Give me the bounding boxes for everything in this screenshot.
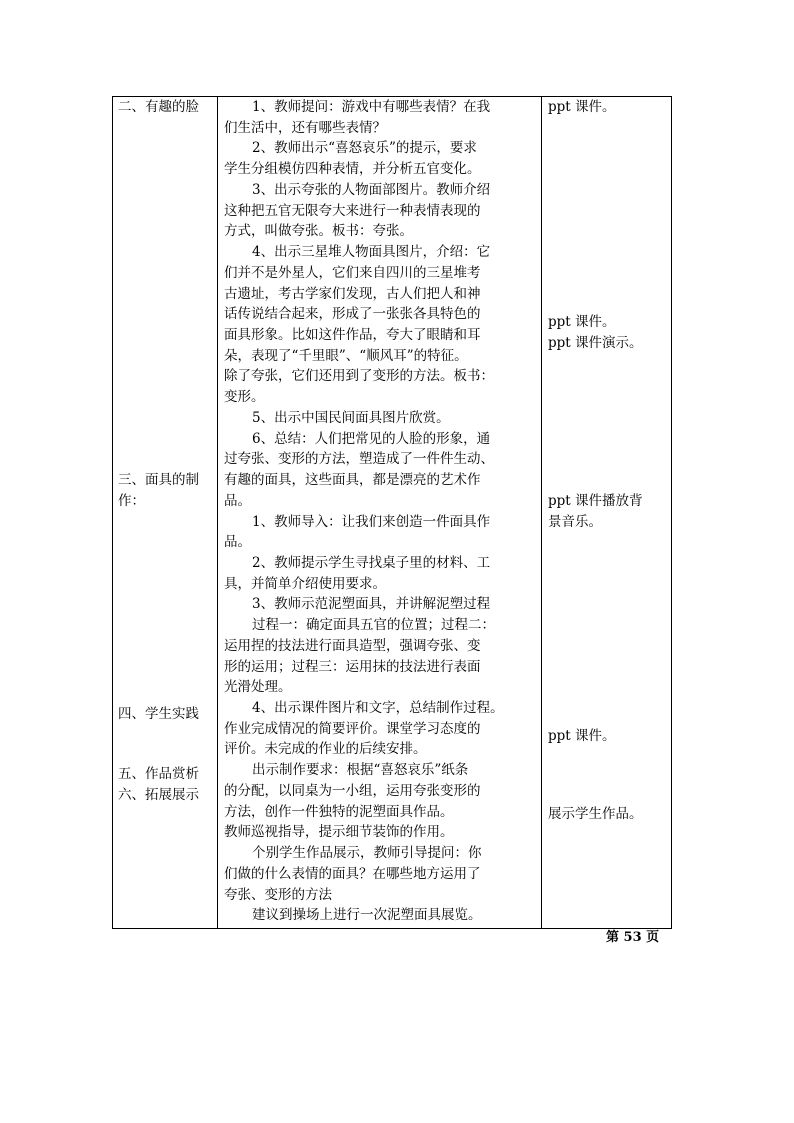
content-line: 方法，创作一件独特的泥塑面具作品。	[224, 803, 454, 820]
content-line: 变形。	[224, 389, 265, 406]
content-line: 过夸张、变形的方法，塑造成了一件件生动、	[224, 451, 494, 468]
content-line: 2、教师出示“喜怒哀乐”的提示，要求	[252, 140, 477, 157]
content-line: 夸张、变形的方法	[224, 886, 332, 903]
content-line: 4、出示三星堆人物面具图片，介绍：它	[252, 244, 491, 261]
resource-note: ppt 课件。	[548, 313, 616, 330]
content-line: 们并不是外星人，它们来自四川的三星堆考	[224, 264, 481, 281]
resource-note: ppt 课件演示。	[548, 334, 643, 351]
resource-note: 景音乐。	[548, 513, 602, 530]
resource-note: ppt 课件。	[548, 99, 616, 115]
content-line: 2、教师提示学生寻找桌子里的材料、工	[252, 554, 491, 571]
content-line: 过程一：确定面具五官的位置；过程二：	[252, 617, 495, 634]
content-line: 们生活中，还有哪些表情？	[224, 119, 386, 136]
stage-label: 三、面具的制	[118, 472, 199, 489]
stage-column	[113, 97, 217, 928]
content-line: 品。	[224, 492, 251, 509]
content-line: 形的运用；过程三：运用抹的技法进行表面	[224, 658, 481, 675]
content-line: 评价。未完成的作业的后续安排。	[224, 741, 427, 758]
content-line: 5、出示中国民间面具图片欣赏。	[252, 409, 450, 426]
stage-label: 作：	[118, 492, 145, 509]
resource-note: ppt 课件播放背	[548, 492, 643, 509]
content-line: 4、出示课件图片和文字，总结制作过程。	[252, 700, 504, 717]
content-line: 具，并简单介绍使用要求。	[224, 575, 386, 592]
resource-note: 展示学生作品。	[548, 805, 643, 822]
page-number: 第 53 页	[606, 930, 660, 945]
content-line: 建议到操场上进行一次泥塑面具展览。	[252, 907, 482, 924]
stage-label: 四、学生实践	[118, 705, 199, 722]
resource-column	[542, 97, 671, 928]
stage-label: 五、作品赏析	[118, 765, 199, 782]
content-line: 光滑处理。	[224, 679, 292, 696]
content-line: 个别学生作品展示，教师引导提问：你	[252, 845, 482, 862]
content-line: 1、教师提问：游戏中有哪些表情？在我	[252, 99, 491, 115]
content-line: 除了夸张，它们还用到了变形的方法。板书：	[224, 368, 494, 385]
lesson-plan-table	[112, 96, 672, 929]
content-line: 品。	[224, 534, 251, 551]
resource-note: ppt 课件。	[548, 728, 616, 745]
content-line: 运用捏的技法进行面具造型，强调夸张、变	[224, 637, 481, 654]
content-line: 出示制作要求：根据“喜怒哀乐”纸条	[252, 762, 469, 779]
content-line: 古遗址，考古学家们发现，古人们把人和神	[224, 285, 481, 302]
content-line: 这种把五官无限夸大来进行一种表情表现的	[224, 202, 481, 219]
content-line: 话传说结合起来，形成了一张张各具特色的	[224, 306, 481, 323]
content-line: 3、教师示范泥塑面具，并讲解泥塑过程	[252, 596, 491, 613]
content-line: 1、教师导入：让我们来创造一件面具作	[252, 513, 491, 530]
content-line: 教师巡视指导，提示细节装饰的作用。	[224, 824, 454, 841]
content-line: 朵，表现了“千里眼”、“顺风耳”的特征。	[224, 347, 468, 364]
content-line: 有趣的面具，这些面具，都是漂亮的艺术作	[224, 472, 481, 489]
stage-label: 六、拓展展示	[118, 786, 199, 803]
content-line: 的分配，以同桌为一小组，运用夸张变形的	[224, 782, 481, 799]
content-line: 作业完成情况的简要评价。课堂学习态度的	[224, 720, 481, 737]
content-line: 3、出示夸张的人物面部图片。教师介绍	[252, 181, 491, 198]
content-line: 方式，叫做夸张。板书：夸张。	[224, 223, 413, 240]
stage-label: 二、有趣的脸	[118, 99, 199, 115]
content-line: 学生分组模仿四种表情，并分析五官变化。	[224, 161, 481, 178]
content-line: 6、总结：人们把常见的人脸的形象，通	[252, 430, 491, 447]
content-column	[218, 97, 541, 928]
content-line: 们做的什么表情的面具？在哪些地方运用了	[224, 865, 481, 882]
content-line: 面具形象。比如这件作品，夸大了眼睛和耳	[224, 326, 481, 343]
